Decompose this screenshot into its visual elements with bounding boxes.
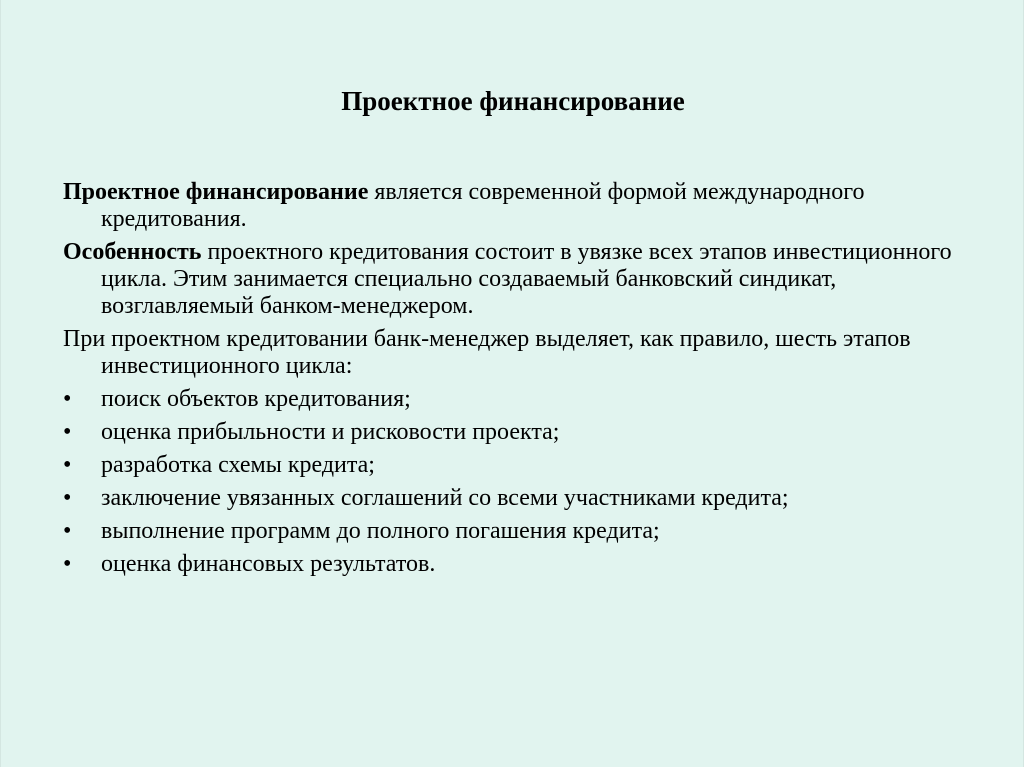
bullet-icon: •: [63, 551, 72, 577]
bullet-icon: •: [63, 518, 72, 544]
stages-list: [63, 386, 963, 578]
bullet-icon: •: [63, 419, 72, 445]
paragraph-feature: [63, 239, 963, 320]
bullet-icon: •: [63, 452, 72, 478]
list-item: [63, 419, 963, 446]
list-item-text: разработка схемы кредита;: [101, 452, 375, 478]
list-item-text: заключение увязанных соглашений со всеми участниками кредита;: [101, 485, 789, 511]
paragraph-definition: [63, 179, 963, 233]
list-item-text: оценка финансовых результатов.: [101, 551, 436, 577]
slide-title: Проектное финансирование: [341, 86, 685, 116]
paragraph-stages-intro: [63, 326, 963, 380]
list-item: [63, 551, 963, 578]
paragraph-feature-text: проектного кредитования состоит в увязке всех этапов инвестиционного цикла. Этим занимается специально создаваемый банковский синдикат, возглавляемый банком-менеджером.: [101, 239, 952, 319]
paragraph-feature-bold: Особенность: [63, 239, 202, 265]
slide-body: [63, 179, 963, 584]
list-item: [63, 452, 963, 479]
paragraph-stages-intro-text: При проектном кредитовании банк-менеджер выделяет, как правило, шесть этапов инвестиционного цикла:: [63, 326, 911, 379]
paragraph-definition-bold: Проектное финансирование: [63, 179, 369, 205]
bullet-icon: •: [63, 386, 72, 412]
list-item: [63, 386, 963, 413]
paragraph-definition-text: является современной формой международного кредитования.: [101, 179, 865, 232]
list-item: [63, 518, 963, 545]
list-item-text: выполнение программ до полного погашения кредита;: [101, 518, 660, 544]
list-item-text: оценка прибыльности и рисковости проекта;: [101, 419, 560, 445]
list-item-text: поиск объектов кредитования;: [101, 386, 411, 412]
bullet-icon: •: [63, 485, 72, 511]
list-item: [63, 485, 963, 512]
